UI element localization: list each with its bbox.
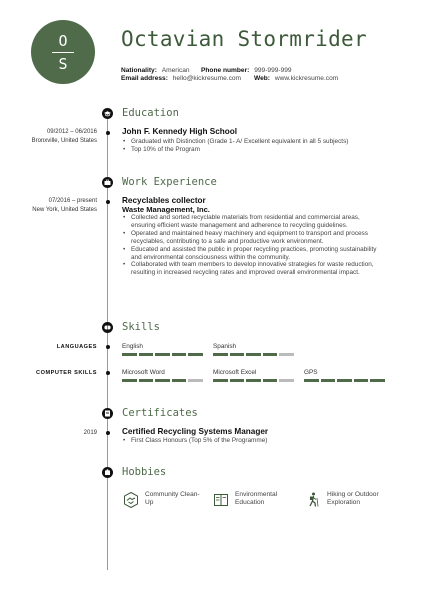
certificate-bullets [122, 437, 384, 445]
hobbies-title: Hobbies [122, 466, 167, 478]
work-company: Waste Management, Inc. [122, 205, 210, 214]
list-item: • Operated and maintained heavy machinery and equipment to transport and process recyclables, contributing to a safe and productive work environment. [122, 230, 384, 246]
skill-segment-filled [155, 379, 170, 382]
education-date: 09/2012 – 06/2016 [46, 129, 97, 135]
book-icon [212, 491, 230, 509]
phone-value: 999-999-999 [254, 67, 292, 74]
work-title: Work Experience [122, 176, 217, 188]
list-item: • Collaborated with team members to develop innovative strategies for waste reduction, resulting in increased recycling rates and improved overall environmental impact. [122, 261, 384, 277]
contact-row-2 [121, 74, 241, 84]
languages-timeline-dot [106, 345, 110, 349]
education-timeline-dot [106, 131, 110, 135]
skill-segment-filled [155, 353, 170, 356]
computer-skills-label: COMPUTER SKILLS [36, 370, 97, 376]
skill-segment-filled [354, 379, 369, 382]
work-date: 07/2016 – present [48, 198, 97, 204]
skill-segment-filled [188, 353, 203, 356]
nationality-label: Nationality: [121, 67, 157, 74]
work-location: New York, United States [32, 207, 97, 213]
skill-segment-filled [246, 353, 261, 356]
certificate-icon [102, 408, 113, 419]
skill-name: English [122, 343, 143, 350]
work-timeline-dot [106, 200, 110, 204]
skill-segment-filled [246, 379, 261, 382]
list-item: • Graduated with Distinction (Grade 1- A/ Excellent equivalent in all 5 subjects) [122, 138, 384, 146]
brain-icon [102, 322, 113, 333]
list-item: • Educated and assisted the public in proper recycling practices, promoting sustainability and environmental consciousness within the community. [122, 246, 384, 262]
avatar-divider [52, 52, 74, 53]
skills-title: Skills [122, 321, 160, 333]
skill-segment-filled [263, 353, 278, 356]
skill-name: Microsoft Excel [213, 369, 257, 376]
candidate-name: Octavian Stormrider [121, 27, 367, 51]
skill-segment-filled [213, 379, 228, 382]
handshake-icon [122, 491, 140, 509]
skill-segment-filled [321, 379, 336, 382]
work-role: Recyclables collector [122, 196, 206, 205]
hiker-icon [304, 491, 322, 509]
skill-level-bar [304, 379, 385, 382]
skill-segment-filled [139, 379, 154, 382]
skill-segment-empty [279, 379, 294, 382]
hobby-label-line-2: Up [145, 499, 154, 507]
skill-segment-filled [230, 379, 245, 382]
list-item: • First Class Honours (Top 5% of the Programme) [122, 437, 384, 445]
skill-segment-filled [337, 379, 352, 382]
education-bullets [122, 138, 384, 154]
work-bullets [122, 214, 384, 277]
certificates-title: Certificates [122, 407, 198, 419]
languages-label: LANGUAGES [56, 344, 97, 350]
skill-segment-empty [279, 353, 294, 356]
graduation-cap-icon [102, 108, 113, 119]
education-school: John F. Kennedy High School [122, 127, 238, 136]
hobby-item [122, 491, 200, 509]
certificate-timeline-dot [106, 431, 110, 435]
computer-skills-timeline-dot [106, 371, 110, 375]
hobby-label-line-2: Exploration [327, 499, 360, 507]
hobby-label-line-1: Environmental [235, 491, 278, 498]
certificate-name: Certified Recycling Systems Manager [122, 427, 269, 436]
web-value[interactable]: www.kickresume.com [274, 75, 339, 82]
contact-row-2b [254, 74, 338, 84]
web-label: Web: [254, 75, 270, 82]
hobby-label-line-2: Education [235, 499, 265, 507]
hobby-label-line-1: Community Clean- [145, 491, 200, 498]
skill-segment-filled [230, 353, 245, 356]
skill-segment-filled [263, 379, 278, 382]
skill-level-bar [213, 353, 294, 356]
puzzle-icon [102, 467, 113, 478]
list-item: • Collected and sorted recyclable materials from residential and commercial areas, ensuring efficient waste management and adherence to recycling guidelines. [122, 214, 384, 230]
skill-name: Microsoft Word [122, 369, 165, 376]
avatar-initial-first: O [58, 32, 68, 50]
skill-segment-filled [172, 353, 187, 356]
hobby-item [304, 491, 379, 509]
skill-segment-filled [213, 353, 228, 356]
hobby-label-line-1: Hiking or Outdoor [327, 491, 379, 498]
skill-segment-filled [139, 353, 154, 356]
list-item: • Top 10% of the Program [122, 146, 384, 154]
skill-segment-filled [122, 379, 137, 382]
skill-segment-empty [188, 379, 203, 382]
phone-label: Phone number: [201, 67, 250, 74]
avatar [31, 20, 95, 84]
certificate-year: 2019 [83, 430, 97, 436]
skill-segment-filled [304, 379, 319, 382]
avatar-initial-last: S [58, 55, 68, 73]
skill-name: GPS [304, 369, 318, 376]
skill-level-bar [122, 379, 203, 382]
nationality-value: American [161, 67, 190, 74]
education-title: Education [122, 107, 179, 119]
email-label: Email address: [121, 75, 168, 82]
skill-segment-filled [122, 353, 137, 356]
briefcase-icon [102, 177, 113, 188]
skill-segment-filled [172, 379, 187, 382]
skill-segment-filled [370, 379, 385, 382]
skill-level-bar [122, 353, 203, 356]
hobby-item [212, 491, 277, 509]
skill-level-bar [213, 379, 294, 382]
skill-name: Spanish [213, 343, 237, 350]
education-location: Bronxville, United States [31, 138, 97, 144]
email-value[interactable]: hello@kickresume.com [172, 75, 242, 82]
